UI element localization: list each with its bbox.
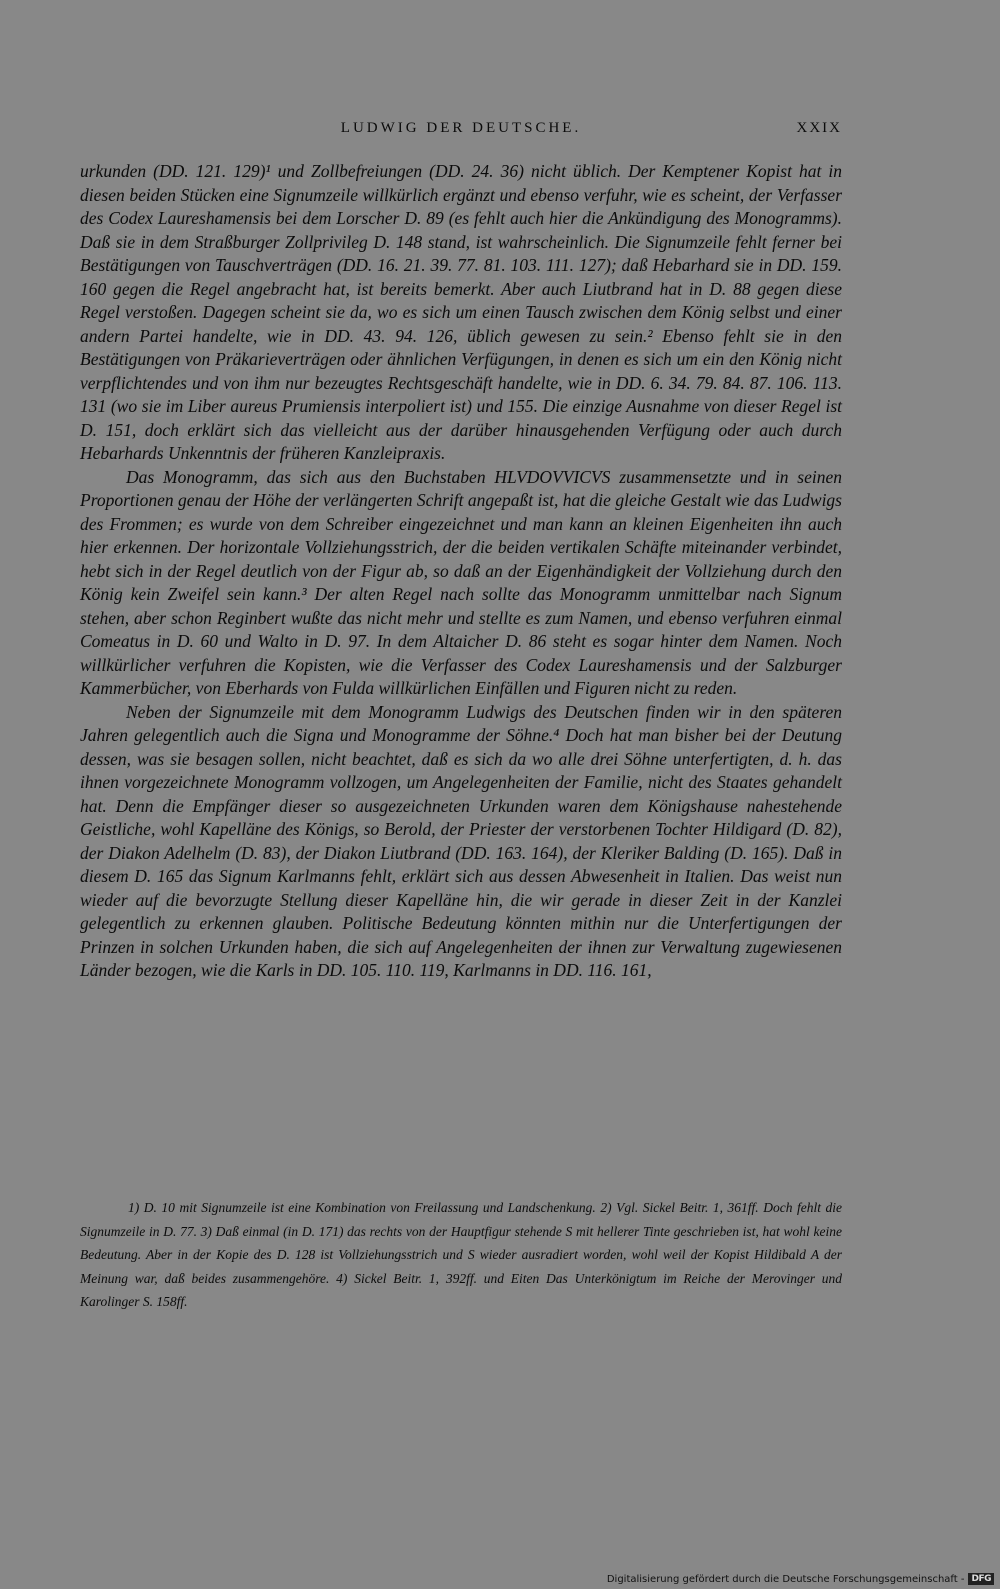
digitization-credit [607,1573,994,1585]
running-title: LUDWIG DER DEUTSCHE. [340,120,582,136]
body-text [80,160,842,983]
page-header [80,120,842,144]
paragraph-3: Neben der Signumzeile mit dem Monogramm Ludwigs des Deutschen finden wir in den späteren Jahren gelegentlich auch die Signa und Monogramme der Söhne.⁴ Doch hat man bisher bei der Deutung dessen, was sie besagen sollen, nicht beachtet, daß es sich da wo alle drei Söhne unterfertigten, d. h. das ihnen vorgezeichnete Monogramm vollzogen, um Angelegenheiten der Familie, nicht des Staates gehandelt hat. Denn die Empfänger dieser so ausgezeichneten Urkunden waren dem Königshause nahestehende Geistliche, wohl Kapelläne des Königs, so Berold, der Priester der verstorbenen Tochter Hildigard (D. 82), der Diakon Adelhelm (D. 83), der Diakon Liutbrand (DD. 163. 164), der Kleriker Balding (D. 165). Daß in diesem D. 165 das Signum Karlmanns fehlt, erklärt sich aus dessen Abwesenheit in Italien. Das weist nun wieder auf die bevorzugte Stellung dieser Kapelläne hin, die wir gerade in dieser Zeit in der Kanzlei gelegentlich zu erkennen glauben. Politische Bedeutung könnten mithin nur die Unterfertigungen der Prinzen in solchen Urkunden haben, die sich auf Angelegenheiten der ihnen zur Verwaltung zugewiesenen Länder bezogen, wie die Karls in DD. 105. 110. 119, Karlmanns in DD. 116. 161, [80,701,842,980]
credit-text: Digitalisierung gefördert durch die Deutsche Forschungsgemeinschaft - [606,1573,965,1585]
dfg-logo: DFG [968,1573,994,1585]
paragraph-1: urkunden (DD. 121. 129)¹ und Zollbefreiungen (DD. 24. 36) nicht üblich. Der Kemptener Kopist hat in diesen beiden Stücken eine Signumzeile willkürlich ergänzt und ebenso verfuhr, wie es scheint, der Verfasser des Codex Laureshamensis bei dem Lorscher D. 89 (es fehlt auch hier die Ankündigung des Monogramms). Daß sie in dem Straßburger Zollprivileg D. 148 stand, ist wahrscheinlich. Die Signumzeile fehlt ferner bei Bestätigungen von Tauschverträgen (DD. 16. 21. 39. 77. 81. 103. 111. 127); daß Hebarhard sie in DD. 159. 160 gegen die Regel angebracht hat, ist bereits bemerkt. Aber auch Liutbrand hat in D. 88 gegen diese Regel verstoßen. Dagegen scheint sie da, wo es sich um einen Tausch zwischen dem König selbst und einer andern Partei handelte, wie in DD. 43. 94. 126, üblich gewesen zu sein.² Ebenso fehlt sie in den Bestätigungen von Präkarieverträgen oder ähnlichen Verfügungen, in denen es sich um ein den König nicht verpflichtendes und von ihm nur bezeugtes Rechtsgeschäft handelte, wie in DD. 6. 34. 79. 84. 87. 106. 113. 131 (wo sie im Liber aureus Prumiensis interpoliert ist) und 155. Die einzige Ausnahme von dieser Regel ist D. 151, doch erklärt sich das vielleicht aus der darüber hinausgehenden Verfügung oder auch durch Hebarhards Unkenntnis der früheren Kanzleipraxis. [80,161,842,463]
page-number: XXIX [796,120,842,136]
paragraph-2: Das Monogramm, das sich aus den Buchstaben HLVDOVVICVS zusammensetzte und in seinen Proportionen genau der Höhe der verlängerten Schrift angepaßt ist, hat die gleiche Gestalt wie das Ludwigs des Frommen; es wurde von dem Schreiber eingezeichnet und man kann an kleinen Eigenheiten ihn auch hier erkennen. Der horizontale Vollziehungsstrich, der die beiden vertikalen Schäfte miteinander verbindet, hebt sich in der Regel deutlich von der Figur ab, so daß an der Eigenhändigkeit der Vollziehung durch den König kein Zweifel sein kann.³ Der alten Regel nach sollte das Monogramm unmittelbar nach Signum stehen, aber schon Reginbert wußte das nicht mehr und stellte es zum Namen, und ebenso verfuhren einmal Comeatus in D. 60 und Walto in D. 97. In dem Altaicher D. 86 steht es sogar hinter dem Namen. Noch willkürlicher verfuhren die Kopisten, wie die Verfasser des Codex Laureshamensis und der Salzburger Kammerbücher, von Eberhards von Fulda willkürlichen Einfällen und Figuren nicht zu reden. [80,466,842,698]
footnotes: 1) D. 10 mit Signumzeile ist eine Kombination von Freilassung und Landschenkung. 2) Vgl. Sickel Beitr. 1, 361ff. Doch fehlt die Signumzeile in D. 77. 3) Daß einmal (in D. 171) das rechts von der Hauptfigur stehende S mit hellerer Tinte geschrieben ist, hat wohl keine Bedeutung. Aber in der Kopie des D. 128 ist Vollziehungsstrich und S wieder ausradiert worden, wohl weil der Kopist Hildibald A der Meinung war, daß beides zusammengehöre. 4) Sickel Beitr. 1, 392ff. und Eiten Das Unterkönigtum im Reiche der Merovinger und Karolinger S. 158ff. [80,1200,842,1309]
